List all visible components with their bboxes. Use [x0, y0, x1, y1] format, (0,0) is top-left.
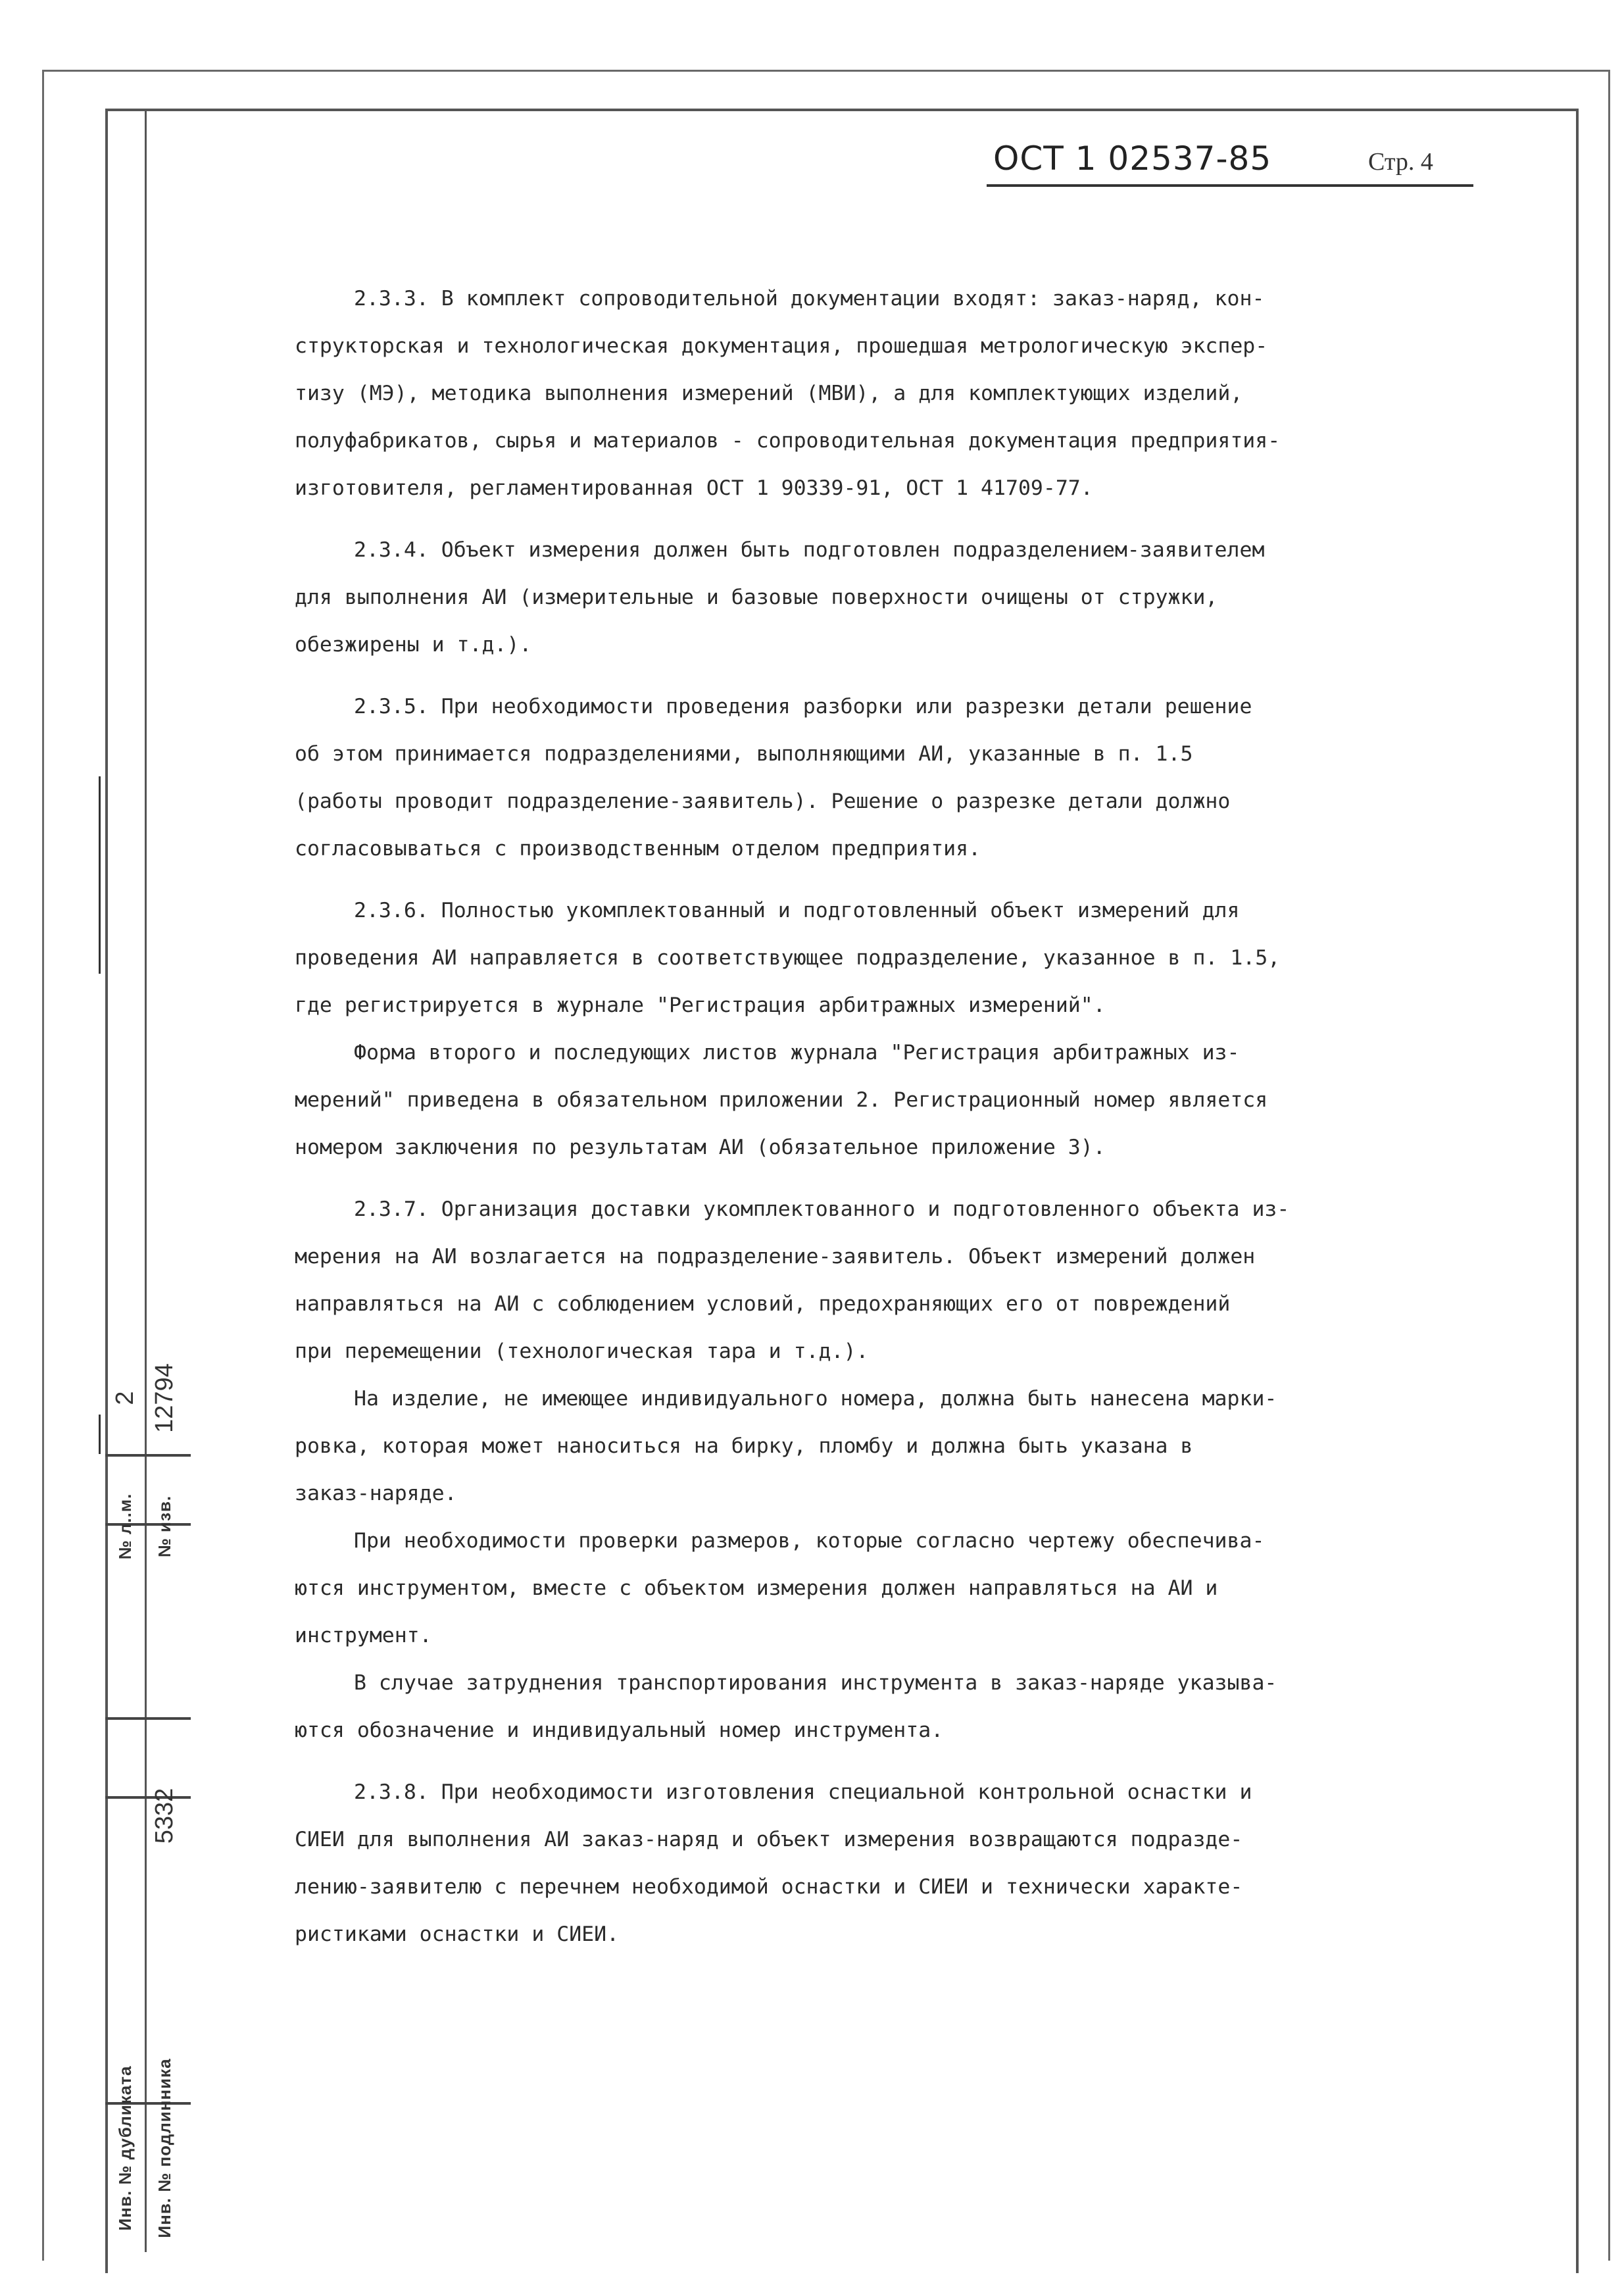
- inv-dublikata-label: Инв. № дубликата: [115, 2065, 135, 2231]
- izv-no-label: № изв.: [155, 1495, 174, 1558]
- text-line: В случае затруднения транспортирования инструмента в заказ-наряде указыва-: [354, 1671, 1277, 1695]
- text-line: 2.3.3. В комплект сопроводительной документации входят: заказ-наряд, кон-: [354, 287, 1265, 311]
- text-line: мерений" приведена в обязательном приложении 2. Регистрационный номер является: [295, 1088, 1268, 1112]
- text-line: ются обозначение и индивидуальный номер инструмента.: [295, 1719, 944, 1742]
- inv-podlinnika-value: 5332: [151, 1788, 178, 1844]
- text-line: На изделие, не имеющее индивидуального номера, должна быть нанесена марки-: [354, 1387, 1277, 1411]
- list-no-label: № л..м.: [115, 1493, 135, 1560]
- text-line: мерения на АИ возлагается на подразделение-заявитель. Объект измерений должен: [295, 1245, 1256, 1268]
- text-line: полуфабрикатов, сырья и материалов - сопроводительная документация предприятия-: [295, 429, 1281, 453]
- text-line: При необходимости проверки размеров, которые согласно чертежу обеспечива-: [354, 1529, 1265, 1553]
- paragraph: [295, 683, 1465, 872]
- text-line: 2.3.4. Объект измерения должен быть подготовлен подразделением-заявителем: [354, 538, 1265, 562]
- paragraph: [295, 1186, 1465, 1754]
- text-line: 2.3.7. Организация доставки укомплектованного и подготовленного объекта из-: [354, 1197, 1290, 1221]
- text-line: 2.3.8. При необходимости изготовления специальной контрольной оснастки и: [354, 1780, 1252, 1804]
- text-line: лению-заявителю с перечнем необходимой оснастки и СИЕИ и технически характе-: [295, 1875, 1243, 1899]
- page-number: Стр. 4: [1368, 148, 1433, 176]
- paragraph: [295, 275, 1465, 512]
- text-line: для выполнения АИ (измерительные и базовые поверхности очищены от стружки,: [295, 586, 1218, 609]
- document-code: ОСТ 1 02537-85: [993, 139, 1272, 178]
- text-line: структорская и технологическая документация, прошедшая метрологическую экспер-: [295, 334, 1268, 358]
- text-line: изготовителя, регламентированная ОСТ 1 90339-91, ОСТ 1 41709-77.: [295, 476, 1093, 500]
- text-line: Форма второго и последующих листов журнала "Регистрация арбитражных из-: [354, 1041, 1240, 1065]
- text-line: проведения АИ направляется в соответствующее подразделение, указанное в п. 1.5,: [295, 946, 1281, 970]
- paragraph-gap: [295, 872, 1465, 887]
- text-line: согласовываться с производственным отделом предприятия.: [295, 837, 981, 861]
- text-line: направляться на АИ с соблюдением условий, предохраняющих его от повреждений: [295, 1292, 1231, 1316]
- text-line: тизу (МЭ), методика выполнения измерений (МВИ), а для комплектующих изделий,: [295, 382, 1243, 405]
- binding-mark: [99, 1415, 101, 1454]
- text-line: 2.3.6. Полностью укомплектованный и подготовленный объект измерений для: [354, 899, 1240, 922]
- text-line: ровка, которая может наноситься на бирку, пломбу и должна быть указана в: [295, 1434, 1193, 1458]
- binding-mark: [99, 776, 101, 974]
- list-no-value: 2: [111, 1391, 139, 1405]
- text-line: заказ-наряде.: [295, 1482, 457, 1505]
- text-line: 2.3.5. При необходимости проведения разборки или разрезки детали решение: [354, 695, 1252, 718]
- text-line: номером заключения по результатам АИ (обязательное приложение 3).: [295, 1136, 1106, 1159]
- text-line: ются инструментом, вместе с объектом измерения должен направляться на АИ и: [295, 1576, 1218, 1600]
- paragraph-gap: [295, 1171, 1465, 1186]
- paragraph-gap: [295, 512, 1465, 526]
- text-line: инструмент.: [295, 1624, 432, 1647]
- paragraph-gap: [295, 1754, 1465, 1769]
- text-line: об этом принимается подразделениями, выполняющими АИ, указанные в п. 1.5: [295, 742, 1193, 766]
- izv-no-value: 12794: [151, 1363, 178, 1433]
- page-header: [987, 139, 1473, 192]
- inv-podlinnika-label: Инв. № подлинника: [155, 2058, 174, 2238]
- left-margin-stamp: [105, 109, 191, 2252]
- paragraph: [295, 887, 1465, 1171]
- text-line: где регистрируется в журнале "Регистрация арбитражных измерений".: [295, 993, 1106, 1017]
- header-rule: [987, 184, 1473, 187]
- text-line: (работы проводит подразделение-заявитель). Решение о разрезке детали должно: [295, 790, 1231, 813]
- text-line: обезжирены и т.д.).: [295, 633, 532, 657]
- stamp-divider: [145, 109, 147, 2252]
- document-body: [295, 275, 1465, 1958]
- paragraph-gap: [295, 668, 1465, 683]
- paragraph: [295, 1769, 1465, 1958]
- text-line: ристиками оснастки и СИЕИ.: [295, 1922, 620, 1946]
- text-line: СИЕИ для выполнения АИ заказ-наряд и объект измерения возвращаются подразде-: [295, 1828, 1243, 1851]
- paragraph: [295, 526, 1465, 668]
- stamp-divider: [105, 1717, 191, 1720]
- text-line: при перемещении (технологическая тара и т.д.).: [295, 1340, 869, 1363]
